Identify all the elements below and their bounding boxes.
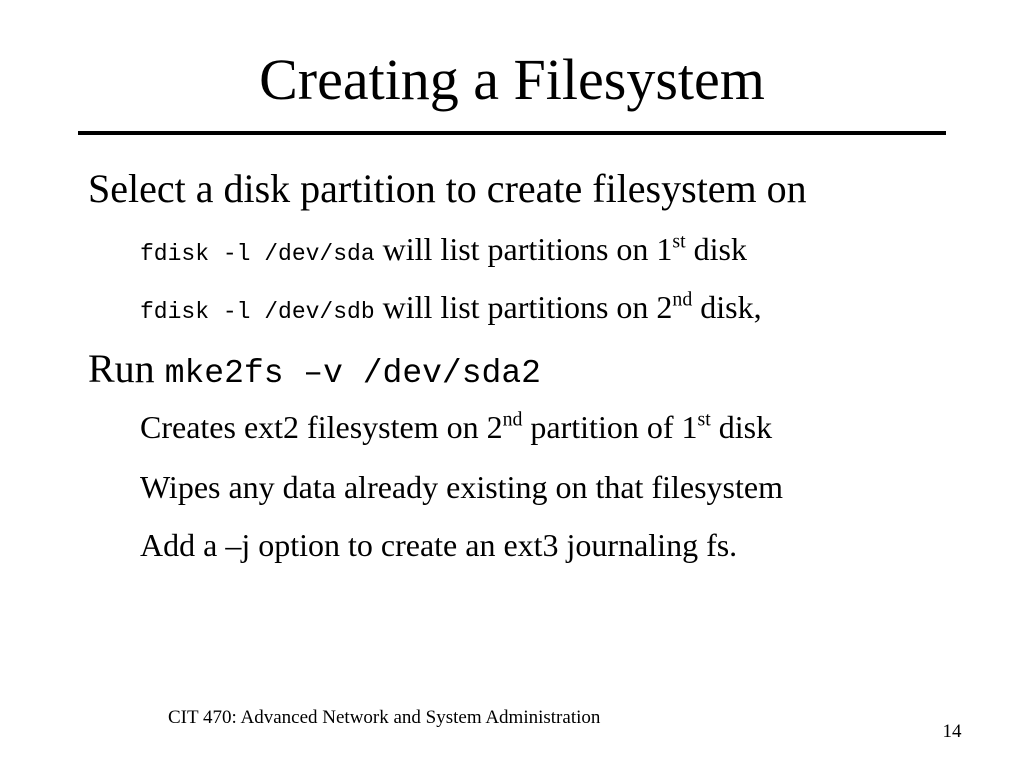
sub-bullet-ext3-option: Add a –j option to create an ext3 journaling fs. (140, 527, 738, 563)
sub-bullet-fdisk-sda-text (383, 231, 747, 267)
sub-bullet-fdisk-sdb (140, 287, 762, 332)
command-mke2fs: mke2fs –v /dev/sda2 (164, 355, 541, 392)
text-part: Creates ext2 filesystem on 2 (140, 409, 503, 445)
sub-bullet-fdisk-sda (140, 229, 747, 274)
sub-bullet-fdisk-sdb-text (383, 289, 762, 325)
slide-title: Creating a Filesystem (259, 47, 765, 112)
bullet-select-partition: Select a disk partition to create filesystem on (88, 166, 807, 211)
bullet-run-mke2fs (88, 344, 541, 399)
text-part: will list partitions on 1 (382, 231, 673, 267)
title-divider (78, 131, 946, 135)
sub-bullet-wipes-data: Wipes any data already existing on that filesystem (140, 469, 783, 505)
text-part: will list partitions on 2 (382, 289, 673, 325)
text-part: disk (710, 409, 773, 445)
superscript: st (697, 408, 711, 431)
slide-footer: CIT 470: Advanced Network and System Administration (168, 707, 601, 728)
sub-bullet-creates-ext2 (140, 407, 772, 447)
text-part: disk, (692, 289, 762, 325)
superscript: nd (672, 288, 693, 311)
superscript: nd (502, 408, 523, 431)
page-number: 14 (942, 721, 962, 742)
text-part: disk (685, 231, 747, 267)
command-fdisk-sda: fdisk -l /dev/sda (140, 241, 375, 267)
superscript: st (672, 230, 686, 253)
command-fdisk-sdb: fdisk -l /dev/sdb (140, 299, 375, 325)
run-label: Run (88, 346, 155, 391)
text-part: partition of 1 (522, 409, 698, 445)
